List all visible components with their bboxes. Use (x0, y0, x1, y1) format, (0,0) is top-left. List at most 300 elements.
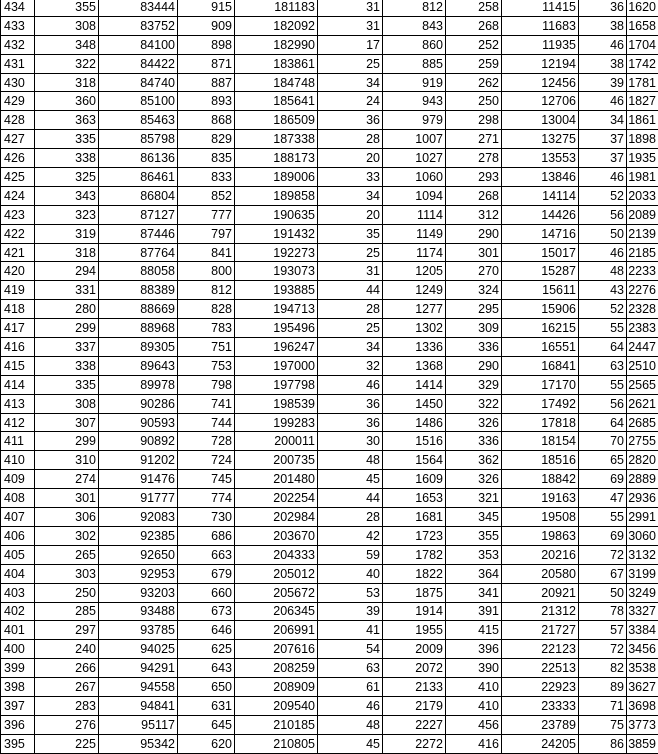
table-cell: 258 (446, 0, 502, 16)
table-row (1, 281, 658, 300)
table-cell: 95117 (99, 715, 178, 734)
table-cell: 852 (178, 186, 235, 205)
table-cell: 82 (579, 659, 627, 678)
table-cell: 871 (178, 54, 235, 73)
table-cell: 303 (35, 564, 99, 583)
table-cell: 745 (178, 470, 235, 489)
table-cell: 410 (446, 678, 502, 697)
table-cell: 399 (1, 659, 35, 678)
table-cell: 413 (1, 394, 35, 413)
table-cell: 390 (446, 659, 502, 678)
table-cell: 3384 (627, 621, 658, 640)
table-cell: 419 (1, 281, 35, 300)
table-cell: 2179 (383, 696, 446, 715)
table-cell: 55 (579, 508, 627, 527)
table-cell: 92083 (99, 508, 178, 527)
table-cell: 397 (1, 696, 35, 715)
table-cell: 943 (383, 92, 446, 111)
table-cell: 22513 (502, 659, 579, 678)
table-cell: 94841 (99, 696, 178, 715)
table-row (1, 489, 658, 508)
table-cell: 12706 (502, 92, 579, 111)
table-cell: 646 (178, 621, 235, 640)
table-cell: 46 (318, 696, 383, 715)
table-cell: 829 (178, 130, 235, 149)
table-cell: 335 (35, 375, 99, 394)
table-cell: 309 (446, 319, 502, 338)
table-cell: 86136 (99, 149, 178, 168)
table-cell: 43 (579, 281, 627, 300)
table-cell: 196247 (235, 338, 318, 357)
table-cell: 299 (35, 319, 99, 338)
table-cell: 31 (318, 0, 383, 16)
table-cell: 46 (579, 243, 627, 262)
table-cell: 843 (383, 16, 446, 35)
table-row (1, 640, 658, 659)
table-cell: 18154 (502, 432, 579, 451)
table-cell: 72 (579, 545, 627, 564)
table-cell: 278 (446, 149, 502, 168)
table-cell: 919 (383, 73, 446, 92)
table-cell: 2089 (627, 205, 658, 224)
table-cell: 1935 (627, 149, 658, 168)
table-cell: 421 (1, 243, 35, 262)
table-cell: 411 (1, 432, 35, 451)
table-cell: 34 (318, 73, 383, 92)
table-cell: 252 (446, 35, 502, 54)
table-cell: 298 (446, 111, 502, 130)
table-cell: 673 (178, 602, 235, 621)
table-cell: 203670 (235, 526, 318, 545)
table-cell: 3456 (627, 640, 658, 659)
table-cell: 753 (178, 356, 235, 375)
table-cell: 3132 (627, 545, 658, 564)
table-cell: 1782 (383, 545, 446, 564)
table-cell: 1450 (383, 394, 446, 413)
table-cell: 16841 (502, 356, 579, 375)
table-cell: 835 (178, 149, 235, 168)
table-cell: 56 (579, 205, 627, 224)
table-cell: 84100 (99, 35, 178, 54)
table-cell: 197798 (235, 375, 318, 394)
table-cell: 64 (579, 413, 627, 432)
table-cell: 197000 (235, 356, 318, 375)
table-cell: 416 (1, 338, 35, 357)
table-cell: 1094 (383, 186, 446, 205)
table-cell: 783 (178, 319, 235, 338)
table-cell: 268 (446, 16, 502, 35)
table-cell: 290 (446, 224, 502, 243)
table-cell: 18842 (502, 470, 579, 489)
table-cell: 11935 (502, 35, 579, 54)
table-cell: 23333 (502, 696, 579, 715)
table-cell: 64 (579, 338, 627, 357)
table-row (1, 35, 658, 54)
table-cell: 1564 (383, 451, 446, 470)
table-cell: 301 (446, 243, 502, 262)
table-cell: 84740 (99, 73, 178, 92)
table-cell: 92385 (99, 526, 178, 545)
table-cell: 724 (178, 451, 235, 470)
table-row (1, 526, 658, 545)
table-cell: 329 (446, 375, 502, 394)
table-cell: 2447 (627, 338, 658, 357)
table-cell: 91202 (99, 451, 178, 470)
table-cell: 812 (383, 0, 446, 16)
table-cell: 85798 (99, 130, 178, 149)
table-cell: 21312 (502, 602, 579, 621)
table-row (1, 224, 658, 243)
table-row (1, 356, 658, 375)
table-cell: 184748 (235, 73, 318, 92)
table-cell: 2233 (627, 262, 658, 281)
table-cell: 23789 (502, 715, 579, 734)
table-cell: 207616 (235, 640, 318, 659)
table-cell: 198539 (235, 394, 318, 413)
table-cell: 2139 (627, 224, 658, 243)
table-cell: 307 (35, 413, 99, 432)
table-cell: 20 (318, 205, 383, 224)
table-cell: 1114 (383, 205, 446, 224)
table-cell: 1955 (383, 621, 446, 640)
table-cell: 189858 (235, 186, 318, 205)
table-cell: 36 (318, 413, 383, 432)
table-cell: 280 (35, 300, 99, 319)
table-cell: 92650 (99, 545, 178, 564)
table-cell: 89643 (99, 356, 178, 375)
table-cell: 94025 (99, 640, 178, 659)
table-cell: 868 (178, 111, 235, 130)
table-row (1, 394, 658, 413)
table-cell: 20580 (502, 564, 579, 583)
table-cell: 406 (1, 526, 35, 545)
table-cell: 401 (1, 621, 35, 640)
table-cell: 36 (318, 394, 383, 413)
table-cell: 46 (579, 168, 627, 187)
table-cell: 209540 (235, 696, 318, 715)
table-cell: 1681 (383, 508, 446, 527)
table-cell: 645 (178, 715, 235, 734)
table-body (1, 0, 658, 753)
table-cell: 266 (35, 659, 99, 678)
table-row (1, 451, 658, 470)
table-cell: 92953 (99, 564, 178, 583)
table-cell: 331 (35, 281, 99, 300)
table-cell: 45 (318, 470, 383, 489)
table-cell: 28 (318, 130, 383, 149)
table-cell: 324 (446, 281, 502, 300)
table-cell: 355 (446, 526, 502, 545)
table-cell: 306 (35, 508, 99, 527)
table-cell: 631 (178, 696, 235, 715)
table-cell: 741 (178, 394, 235, 413)
table-cell: 423 (1, 205, 35, 224)
table-cell: 2510 (627, 356, 658, 375)
table-cell: 93785 (99, 621, 178, 640)
table-row (1, 243, 658, 262)
table-cell: 22123 (502, 640, 579, 659)
table-cell: 19863 (502, 526, 579, 545)
table-cell: 3773 (627, 715, 658, 734)
table-cell: 13553 (502, 149, 579, 168)
table-cell: 1620 (627, 0, 658, 16)
table-cell: 979 (383, 111, 446, 130)
table-cell: 302 (35, 526, 99, 545)
table-cell: 250 (35, 583, 99, 602)
table-cell: 61 (318, 678, 383, 697)
table-cell: 72 (579, 640, 627, 659)
table-cell: 186509 (235, 111, 318, 130)
table-cell: 3538 (627, 659, 658, 678)
table-cell: 660 (178, 583, 235, 602)
table-cell: 90593 (99, 413, 178, 432)
table-cell: 2009 (383, 640, 446, 659)
table-cell: 95342 (99, 734, 178, 753)
table-cell: 20 (318, 149, 383, 168)
table-cell: 45 (318, 734, 383, 753)
table-cell: 42 (318, 526, 383, 545)
table-cell: 87764 (99, 243, 178, 262)
table-cell: 69 (579, 526, 627, 545)
table-cell: 398 (1, 678, 35, 697)
table-row (1, 508, 658, 527)
table-cell: 420 (1, 262, 35, 281)
table-cell: 1302 (383, 319, 446, 338)
table-cell: 1914 (383, 602, 446, 621)
table-cell: 1742 (627, 54, 658, 73)
table-row (1, 262, 658, 281)
table-cell: 405 (1, 545, 35, 564)
table-cell: 55 (579, 375, 627, 394)
table-cell: 1898 (627, 130, 658, 149)
table-cell: 1704 (627, 35, 658, 54)
table-cell: 2621 (627, 394, 658, 413)
table-cell: 797 (178, 224, 235, 243)
table-cell: 318 (35, 243, 99, 262)
table-cell: 52 (579, 300, 627, 319)
table-cell: 63 (318, 659, 383, 678)
table-cell: 353 (446, 545, 502, 564)
table-cell: 91476 (99, 470, 178, 489)
table-cell: 407 (1, 508, 35, 527)
table-row (1, 92, 658, 111)
table-cell: 650 (178, 678, 235, 697)
table-cell: 14426 (502, 205, 579, 224)
table-cell: 48 (318, 715, 383, 734)
table-cell: 336 (446, 432, 502, 451)
table-row (1, 375, 658, 394)
table-cell: 185641 (235, 92, 318, 111)
table-cell: 259 (446, 54, 502, 73)
table-cell: 294 (35, 262, 99, 281)
table-cell: 15611 (502, 281, 579, 300)
table-cell: 200735 (235, 451, 318, 470)
table-cell: 3327 (627, 602, 658, 621)
table-row (1, 168, 658, 187)
table-cell: 898 (178, 35, 235, 54)
table-cell: 225 (35, 734, 99, 753)
table-cell: 88669 (99, 300, 178, 319)
table-cell: 430 (1, 73, 35, 92)
table-cell: 14716 (502, 224, 579, 243)
table-cell: 53 (318, 583, 383, 602)
table-cell: 1861 (627, 111, 658, 130)
table-cell: 71 (579, 696, 627, 715)
table-cell: 833 (178, 168, 235, 187)
table-cell: 183861 (235, 54, 318, 73)
table-cell: 432 (1, 35, 35, 54)
table-cell: 84422 (99, 54, 178, 73)
table-cell: 87446 (99, 224, 178, 243)
table-cell: 434 (1, 0, 35, 16)
table-row (1, 734, 658, 753)
table-cell: 210185 (235, 715, 318, 734)
table-cell: 38 (579, 16, 627, 35)
table-cell: 326 (446, 413, 502, 432)
table-row (1, 621, 658, 640)
table-row (1, 16, 658, 35)
table-cell: 355 (35, 0, 99, 16)
table-cell: 3249 (627, 583, 658, 602)
table-cell: 11683 (502, 16, 579, 35)
table-cell: 1827 (627, 92, 658, 111)
table-cell: 90286 (99, 394, 178, 413)
table-cell: 191432 (235, 224, 318, 243)
table-cell: 410 (446, 696, 502, 715)
table-cell: 412 (1, 413, 35, 432)
table-cell: 270 (446, 262, 502, 281)
table-cell: 35 (318, 224, 383, 243)
table-cell: 38 (579, 54, 627, 73)
table-cell: 860 (383, 35, 446, 54)
table-cell: 2133 (383, 678, 446, 697)
table-cell: 414 (1, 375, 35, 394)
table-cell: 210805 (235, 734, 318, 753)
table-cell: 1277 (383, 300, 446, 319)
table-cell: 188173 (235, 149, 318, 168)
table-cell: 285 (35, 602, 99, 621)
table-cell: 22923 (502, 678, 579, 697)
table-cell: 193073 (235, 262, 318, 281)
table-cell: 348 (35, 35, 99, 54)
table-cell: 1027 (383, 149, 446, 168)
table-cell: 828 (178, 300, 235, 319)
table-cell: 1174 (383, 243, 446, 262)
table-cell: 1007 (383, 130, 446, 149)
table-cell: 240 (35, 640, 99, 659)
table-cell: 55 (579, 319, 627, 338)
table-cell: 88389 (99, 281, 178, 300)
table-cell: 321 (446, 489, 502, 508)
table-cell: 206991 (235, 621, 318, 640)
table-cell: 89305 (99, 338, 178, 357)
table-cell: 181183 (235, 0, 318, 16)
table-cell: 2685 (627, 413, 658, 432)
table-cell: 325 (35, 168, 99, 187)
table-cell: 2889 (627, 470, 658, 489)
table-cell: 93203 (99, 583, 178, 602)
table-cell: 318 (35, 73, 99, 92)
table-cell: 404 (1, 564, 35, 583)
table-cell: 194713 (235, 300, 318, 319)
table-cell: 915 (178, 0, 235, 16)
table-cell: 202984 (235, 508, 318, 527)
table-cell: 36 (579, 0, 627, 16)
table-row (1, 73, 658, 92)
table-cell: 293 (446, 168, 502, 187)
table-cell: 679 (178, 564, 235, 583)
table-cell: 78 (579, 602, 627, 621)
table-cell: 276 (35, 715, 99, 734)
table-row (1, 54, 658, 73)
table-cell: 730 (178, 508, 235, 527)
table-cell: 46 (579, 92, 627, 111)
table-cell: 410 (1, 451, 35, 470)
table-cell: 2936 (627, 489, 658, 508)
table-cell: 416 (446, 734, 502, 753)
table-cell: 37 (579, 130, 627, 149)
table-cell: 199283 (235, 413, 318, 432)
table-cell: 3199 (627, 564, 658, 583)
table-cell: 427 (1, 130, 35, 149)
table-cell: 402 (1, 602, 35, 621)
table-cell: 193885 (235, 281, 318, 300)
table-cell: 433 (1, 16, 35, 35)
table-cell: 798 (178, 375, 235, 394)
table-cell: 86461 (99, 168, 178, 187)
table-cell: 12194 (502, 54, 579, 73)
table-row (1, 186, 658, 205)
table-cell: 909 (178, 16, 235, 35)
table-cell: 262 (446, 73, 502, 92)
table-cell: 13275 (502, 130, 579, 149)
table-cell: 1486 (383, 413, 446, 432)
table-cell: 1981 (627, 168, 658, 187)
table-cell: 744 (178, 413, 235, 432)
table-cell: 396 (1, 715, 35, 734)
table-cell: 200011 (235, 432, 318, 451)
table-cell: 728 (178, 432, 235, 451)
table-row (1, 149, 658, 168)
table-row (1, 715, 658, 734)
table-row (1, 338, 658, 357)
table-cell: 310 (35, 451, 99, 470)
table-cell: 1414 (383, 375, 446, 394)
table-cell: 2276 (627, 281, 658, 300)
table-cell: 65 (579, 451, 627, 470)
table-row (1, 130, 658, 149)
table-cell: 663 (178, 545, 235, 564)
table-cell: 1368 (383, 356, 446, 375)
table-cell: 21727 (502, 621, 579, 640)
table-cell: 205012 (235, 564, 318, 583)
table-cell: 812 (178, 281, 235, 300)
table-cell: 14114 (502, 186, 579, 205)
table-cell: 11415 (502, 0, 579, 16)
table-cell: 46 (579, 35, 627, 54)
table-row (1, 602, 658, 621)
table-cell: 87127 (99, 205, 178, 224)
table-cell: 187338 (235, 130, 318, 149)
table-cell: 31 (318, 16, 383, 35)
table-cell: 94291 (99, 659, 178, 678)
table-cell: 418 (1, 300, 35, 319)
table-cell: 887 (178, 73, 235, 92)
table-cell: 190635 (235, 205, 318, 224)
table-cell: 56 (579, 394, 627, 413)
table-cell: 265 (35, 545, 99, 564)
table-cell: 15906 (502, 300, 579, 319)
